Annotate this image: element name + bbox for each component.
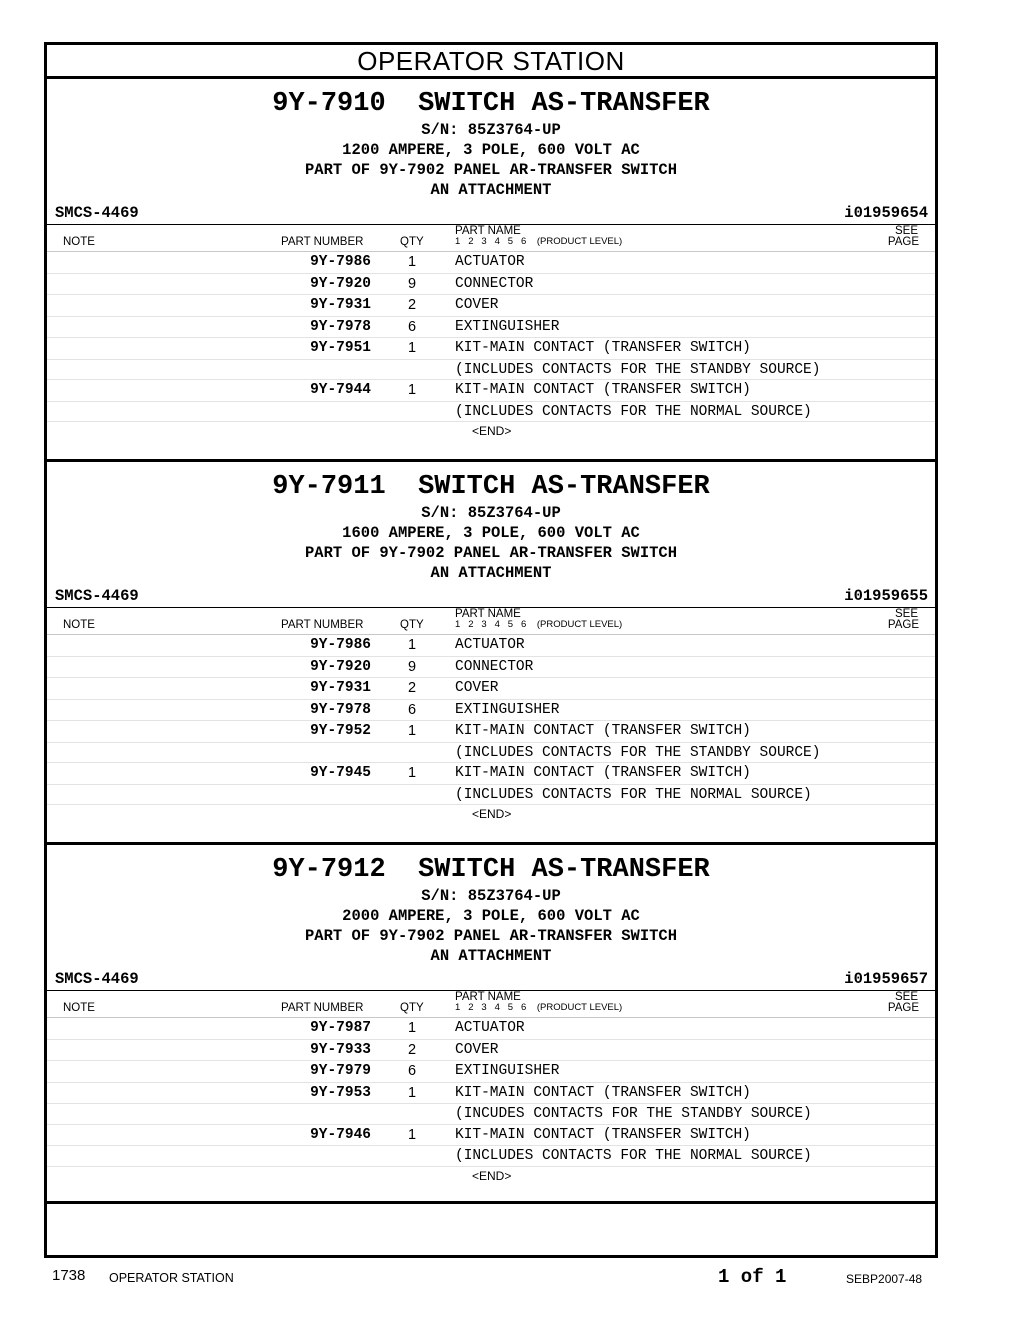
section-serial: S/N: 85Z3764-UP xyxy=(421,887,561,905)
part-qty: 2 xyxy=(407,297,417,313)
end-marker: <END> xyxy=(472,807,512,821)
section-rating: 1600 AMPERE, 3 POLE, 600 VOLT AC xyxy=(342,524,640,542)
part-qty: 1 xyxy=(407,1126,417,1143)
footer-section-title: OPERATOR STATION xyxy=(109,1271,234,1285)
part-number: 9Y-7978 xyxy=(310,318,371,335)
part-number: 9Y-7951 xyxy=(310,340,371,356)
table-row xyxy=(47,657,935,679)
part-name: EXTINGUISHER xyxy=(455,1063,560,1079)
smcs-code: SMCS-4469 xyxy=(55,587,139,605)
column-part-name: PART NAME xyxy=(455,225,521,237)
column-qty: QTY xyxy=(400,619,424,631)
part-name: KIT-MAIN CONTACT (TRANSFER SWITCH) xyxy=(455,382,751,398)
footer-page-number: 1738 xyxy=(52,1267,86,1284)
column-part-number: PART NUMBER xyxy=(281,1002,364,1014)
table-row xyxy=(47,338,935,360)
table-row xyxy=(47,252,935,274)
end-marker-row xyxy=(47,805,935,827)
part-name: (INCLUDES CONTACTS FOR THE NORMAL SOURCE) xyxy=(455,1148,812,1164)
part-name: EXTINGUISHER xyxy=(455,701,560,718)
column-note: NOTE xyxy=(63,236,95,248)
part-number: 9Y-7979 xyxy=(310,1063,371,1079)
section-header xyxy=(47,462,935,583)
illustration-id: i01959654 xyxy=(844,204,928,222)
part-qty: 1 xyxy=(407,382,417,398)
part-name: ACTUATOR xyxy=(455,1020,525,1036)
table-row xyxy=(47,317,935,339)
table-row xyxy=(47,1018,935,1040)
section-title: 9Y-7912 SWITCH AS-TRANSFER xyxy=(272,855,710,885)
smcs-row xyxy=(47,968,935,991)
section-attachment: AN ATTACHMENT xyxy=(430,181,552,199)
end-marker: <END> xyxy=(472,424,512,438)
part-qty: 6 xyxy=(407,701,417,718)
part-name: (INCLUDES CONTACTS FOR THE NORMAL SOURCE) xyxy=(455,403,812,420)
sections-container xyxy=(47,79,935,1204)
column-part-number: PART NUMBER xyxy=(281,236,364,248)
part-qty: 1 xyxy=(407,1020,417,1036)
table-row xyxy=(47,1061,935,1083)
part-number: 9Y-7986 xyxy=(310,637,371,653)
part-qty: 1 xyxy=(407,340,417,356)
smcs-code: SMCS-4469 xyxy=(55,204,139,222)
table-row xyxy=(47,635,935,657)
part-number: 9Y-7920 xyxy=(310,658,371,675)
part-number: 9Y-7952 xyxy=(310,723,371,739)
table-row xyxy=(47,402,935,423)
table-row xyxy=(47,274,935,296)
part-qty: 1 xyxy=(407,765,417,781)
end-marker: <END> xyxy=(472,1168,512,1183)
part-number: 9Y-7931 xyxy=(310,297,371,313)
page-title: OPERATOR STATION xyxy=(47,45,935,79)
table-row xyxy=(47,1083,935,1105)
parts-group-section xyxy=(47,462,935,845)
section-part-of: PART OF 9Y-7902 PANEL AR-TRANSFER SWITCH xyxy=(304,544,678,562)
part-name: COVER xyxy=(455,1041,499,1058)
column-part-name: PART NAME xyxy=(455,991,521,1003)
part-name: COVER xyxy=(455,297,499,313)
end-marker-row xyxy=(47,1167,935,1189)
column-note: NOTE xyxy=(63,1002,95,1014)
parts-page-frame xyxy=(44,42,938,1258)
smcs-code: SMCS-4469 xyxy=(55,970,139,988)
section-serial: S/N: 85Z3764-UP xyxy=(421,121,561,139)
table-row xyxy=(47,1040,935,1062)
column-part-number: PART NUMBER xyxy=(281,619,364,631)
part-name: CONNECTOR xyxy=(455,275,534,292)
part-qty: 2 xyxy=(407,1041,417,1058)
part-number: 9Y-7978 xyxy=(310,701,371,718)
part-number: 9Y-7931 xyxy=(310,680,371,696)
part-name: (INCLUDES CONTACTS FOR THE STANDBY SOURCE) xyxy=(455,744,821,761)
table-row xyxy=(47,700,935,722)
table-row xyxy=(47,1146,935,1167)
column-qty: QTY xyxy=(400,1002,424,1014)
part-qty: 2 xyxy=(407,680,417,696)
table-row xyxy=(47,380,935,402)
section-title: 9Y-7911 SWITCH AS-TRANSFER xyxy=(272,472,710,502)
page-footer xyxy=(0,1266,1020,1290)
part-qty: 6 xyxy=(407,1063,417,1079)
smcs-row xyxy=(47,585,935,608)
column-see: SEE xyxy=(894,991,918,1003)
part-number: 9Y-7920 xyxy=(310,275,371,292)
column-note: NOTE xyxy=(63,619,95,631)
column-qty: QTY xyxy=(400,236,424,248)
parts-group-section xyxy=(47,845,935,1204)
column-header-row xyxy=(47,225,935,252)
end-marker-row xyxy=(47,422,935,444)
column-see: SEE xyxy=(894,225,918,237)
section-serial: S/N: 85Z3764-UP xyxy=(421,504,561,522)
part-name: CONNECTOR xyxy=(455,658,534,675)
section-part-of: PART OF 9Y-7902 PANEL AR-TRANSFER SWITCH xyxy=(304,927,678,945)
footer-doc-code: SEBP2007-48 xyxy=(846,1272,923,1286)
part-number: 9Y-7986 xyxy=(310,254,371,270)
section-header xyxy=(47,79,935,200)
column-product-levels: 1 2 3 4 5 6 (PRODUCT LEVEL) xyxy=(455,236,623,247)
table-row xyxy=(47,295,935,317)
column-header-row xyxy=(47,608,935,635)
table-row xyxy=(47,785,935,806)
part-qty: 9 xyxy=(407,275,417,292)
table-row xyxy=(47,743,935,764)
part-number: 9Y-7944 xyxy=(310,382,371,398)
part-name: KIT-MAIN CONTACT (TRANSFER SWITCH) xyxy=(455,340,751,356)
part-name: ACTUATOR xyxy=(455,254,525,270)
part-number: 9Y-7987 xyxy=(310,1020,371,1036)
footer-page-count: 1 of 1 xyxy=(718,1266,787,1288)
illustration-id: i01959655 xyxy=(844,587,928,605)
column-page: PAGE xyxy=(887,619,919,631)
section-rating: 2000 AMPERE, 3 POLE, 600 VOLT AC xyxy=(342,907,640,925)
part-name: KIT-MAIN CONTACT (TRANSFER SWITCH) xyxy=(455,1084,751,1101)
part-number: 9Y-7945 xyxy=(310,765,371,781)
table-row xyxy=(47,1125,935,1147)
section-title: 9Y-7910 SWITCH AS-TRANSFER xyxy=(272,89,710,119)
part-name: ACTUATOR xyxy=(455,637,525,653)
column-product-levels: 1 2 3 4 5 6 (PRODUCT LEVEL) xyxy=(455,619,623,630)
part-name: (INCLUDES CONTACTS FOR THE NORMAL SOURCE) xyxy=(455,786,812,803)
column-part-name: PART NAME xyxy=(455,608,521,620)
part-name: KIT-MAIN CONTACT (TRANSFER SWITCH) xyxy=(455,723,751,739)
column-page: PAGE xyxy=(887,236,919,248)
part-qty: 1 xyxy=(407,1084,417,1101)
column-page: PAGE xyxy=(887,1002,919,1014)
parts-group-section xyxy=(47,79,935,462)
part-number: 9Y-7946 xyxy=(310,1126,371,1143)
smcs-row xyxy=(47,202,935,225)
part-number: 9Y-7953 xyxy=(310,1084,371,1101)
section-part-of: PART OF 9Y-7902 PANEL AR-TRANSFER SWITCH xyxy=(304,161,678,179)
section-attachment: AN ATTACHMENT xyxy=(430,564,552,582)
part-name: (INCLUDES CONTACTS FOR THE STANDBY SOURCE) xyxy=(455,361,821,378)
table-row xyxy=(47,721,935,743)
part-qty: 1 xyxy=(407,637,417,653)
part-name: EXTINGUISHER xyxy=(455,318,560,335)
section-header xyxy=(47,845,935,966)
part-number: 9Y-7933 xyxy=(310,1041,371,1058)
part-qty: 1 xyxy=(407,723,417,739)
part-name: KIT-MAIN CONTACT (TRANSFER SWITCH) xyxy=(455,1126,751,1143)
table-row xyxy=(47,763,935,785)
illustration-id: i01959657 xyxy=(844,970,928,988)
part-qty: 1 xyxy=(407,254,417,270)
table-row xyxy=(47,678,935,700)
part-name: COVER xyxy=(455,680,499,696)
section-attachment: AN ATTACHMENT xyxy=(430,947,552,965)
part-name: KIT-MAIN CONTACT (TRANSFER SWITCH) xyxy=(455,765,751,781)
part-qty: 6 xyxy=(407,318,417,335)
table-row xyxy=(47,360,935,381)
part-name: (INCUDES CONTACTS FOR THE STANDBY SOURCE) xyxy=(455,1106,812,1122)
column-product-levels: 1 2 3 4 5 6 (PRODUCT LEVEL) xyxy=(455,1002,623,1013)
section-rating: 1200 AMPERE, 3 POLE, 600 VOLT AC xyxy=(342,141,640,159)
part-qty: 9 xyxy=(407,658,417,675)
column-header-row xyxy=(47,991,935,1018)
column-see: SEE xyxy=(894,608,918,620)
table-row xyxy=(47,1104,935,1125)
